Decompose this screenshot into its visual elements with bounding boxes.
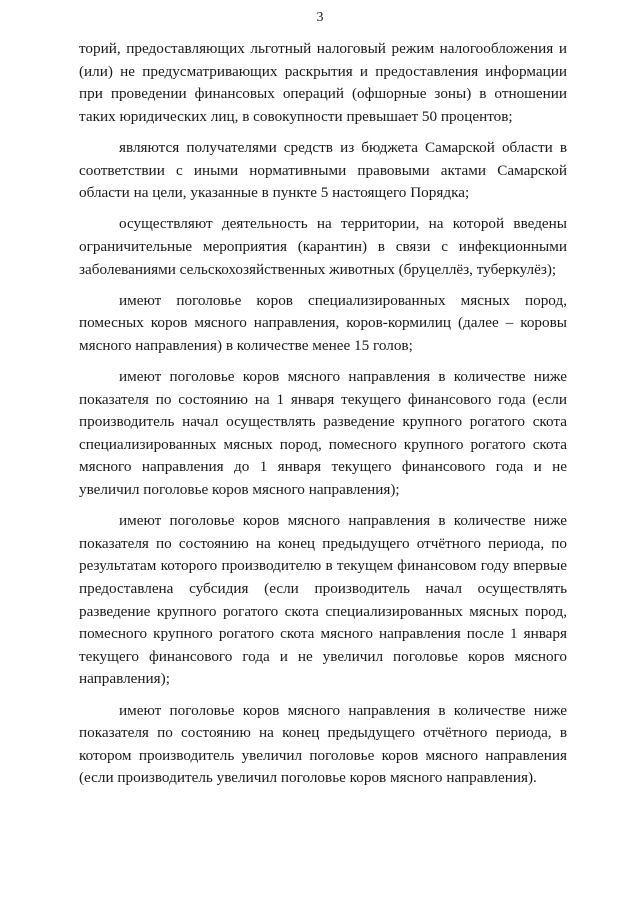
paragraph-herd-below-first-subsidy: имеют поголовье коров мясного направления в количестве ниже показателя по состоянию на конец предыдущего отчётного периода, по результатам которого производителю в текущем финансовом году впервые предоставлена субсидия (если производитель начал осуществлять разведение крупного рогатого скота специализированных мясных пород, помесного крупного рогатого скота мясного направления после 1 января текущего финансового года и не увеличил поголовье коров мясного направления); [79,512,567,688]
paragraph-herd-below-january: имеют поголовье коров мясного направления в количестве ниже показателя по состоянию на 1 января текущего финансового года (если производитель начал осуществлять разведение крупного рогатого скота специализированных мясных пород, помесного крупного рогатого скота мясного направления до 1 января текущего финансового года и не увеличил поголовье коров мясного направления); [79,368,567,499]
paragraph-budget-recipients: являются получателями средств из бюджета Самарской области в соответствии с иными нормативными правовыми актами Самарской области на цели, указанные в пункте 5 настоящего Порядка; [79,138,567,202]
page-number: 3 [316,10,324,25]
document-body [79,38,567,799]
paragraph-quarantine-territory: осуществляют деятельность на территории, на которой введены ограничительные мероприятия (карантин) в связи с инфекционными заболеваниями сельскохозяйственных животных (бруцеллёз, туберкулёз); [79,215,567,278]
paragraph-herd-below-increase-period: имеют поголовье коров мясного направления в количестве ниже показателя по состоянию на конец предыдущего отчётного периода, в котором производитель увеличил поголовье коров мясного направления (если производитель увеличил поголовье коров мясного направления). [79,701,567,787]
paragraph-offshore-continuation: торий, предоставляющих льготный налоговый режим налогообложения и (или) не предусматривающих раскрытия и предоставления информации при проведении финансовых операций (офшорные зоны) в отношении таких юридических лиц, в совокупности превышает 50 процентов; [79,40,567,125]
paragraph-herd-below-15: имеют поголовье коров специализированных мясных пород, помесных коров мясного направления, коров-кормилиц (далее – коровы мясного направления) в количестве менее 15 голов; [79,291,567,354]
